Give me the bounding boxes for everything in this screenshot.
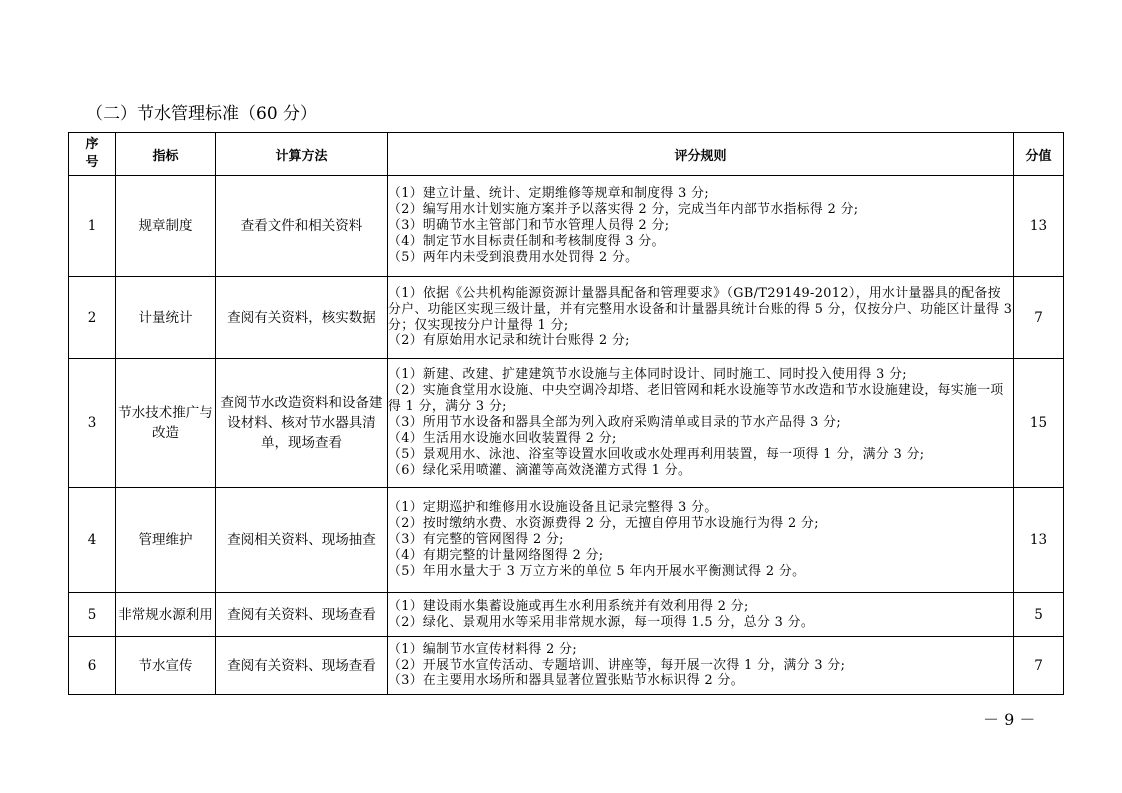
indicator-cell: 管理维护: [116, 488, 216, 593]
header-score: 分值: [1014, 133, 1064, 176]
rule-item: （1）定期巡护和维修用水设施设备且记录完整得 3 分。: [388, 500, 718, 516]
header-rules: 评分规则: [388, 133, 1014, 176]
rule-item: （1）新建、改建、扩建建筑节水设施与主体同时设计、同时施工、同时投入使用得 3 分;: [388, 367, 908, 383]
rules-cell: [388, 277, 1014, 359]
page-number: － 9 －: [983, 710, 1036, 729]
rules-cell: [388, 488, 1014, 593]
rules-cell: [388, 359, 1014, 488]
table-row: [69, 488, 1064, 593]
header-no: [69, 133, 116, 176]
rule-item: （3）有完整的管网图得 2 分;: [388, 532, 564, 548]
header-indicator: 指标: [116, 133, 216, 176]
table-row: [69, 637, 1064, 695]
indicator-cell: 节水宣传: [116, 637, 216, 695]
row-number: 6: [69, 637, 116, 695]
method-cell: 查阅有关资料、现场查看: [216, 593, 388, 637]
table-row: [69, 359, 1064, 488]
rule-item: （1）编制节水宣传材料得 2 分;: [388, 641, 578, 657]
rule-item: （6）绿化采用喷灌、滴灌等高效浇灌方式得 1 分。: [388, 462, 692, 478]
rule-item: （2）有原始用水记录和统计台账得 2 分;: [388, 333, 630, 349]
rule-item: （4）生活用水设施水回收装置得 2 分;: [388, 430, 617, 446]
table-header-row: [69, 133, 1064, 176]
rule-item: （1）建设雨水集蓄设施或再生水利用系统并有效利用得 2 分;: [388, 598, 749, 614]
row-number: 5: [69, 593, 116, 637]
indicator-cell: 节水技术推广与改造: [116, 359, 216, 488]
rules-cell: [388, 176, 1014, 277]
row-number: 1: [69, 176, 116, 277]
rules-cell: [388, 637, 1014, 695]
indicator-cell: 非常规水源利用: [116, 593, 216, 637]
rule-item: （5）两年内未受到浪费用水处罚得 2 分。: [388, 249, 639, 265]
method-cell: 查阅节水改造资料和设备建设材料、核对节水器具清单，现场查看: [216, 359, 388, 488]
row-number: 3: [69, 359, 116, 488]
rule-item: （2）绿化、景观用水等采用非常规水源，每一项得 1.5 分，总分 3 分。: [388, 614, 815, 630]
score-cell: 15: [1014, 359, 1064, 488]
row-number: 2: [69, 277, 116, 359]
row-number: 4: [69, 488, 116, 593]
method-cell: 查阅相关资料、现场抽查: [216, 488, 388, 593]
header-no-text: 序 号: [85, 137, 99, 170]
rule-item: （4）有期完整的计量网络图得 2 分;: [388, 547, 604, 563]
rule-item: （2）按时缴纳水费、水资源费得 2 分，无擅自停用节水设施行为得 2 分;: [388, 516, 819, 532]
score-cell: 13: [1014, 488, 1064, 593]
rule-item: （3）在主要用水场所和器具显著位置张贴节水标识得 2 分。: [388, 673, 744, 689]
score-cell: 7: [1014, 637, 1064, 695]
rule-item: （5）年用水量大于 3 万立方米的单位 5 年内开展水平衡测试得 2 分。: [388, 563, 806, 579]
indicator-cell: 计量统计: [116, 277, 216, 359]
method-cell: 查阅有关资料、现场查看: [216, 637, 388, 695]
table-row: [69, 176, 1064, 277]
rule-item: （2）编写用水计划实施方案并予以落实得 2 分，完成当年内部节水指标得 2 分;: [388, 202, 859, 218]
rule-item: （2）开展节水宣传活动、专题培训、讲座等，每开展一次得 1 分，满分 3 分;: [388, 657, 846, 673]
rule-item: （4）制定节水目标责任制和考核制度得 3 分。: [388, 233, 665, 249]
indicator-cell: 规章制度: [116, 176, 216, 277]
score-cell: 5: [1014, 593, 1064, 637]
table-row: [69, 277, 1064, 359]
rule-item: （3）明确节水主管部门和节水管理人员得 2 分;: [388, 218, 670, 234]
rule-item: （3）所用节水设备和器具全部为列入政府采购清单或目录的节水产品得 3 分;: [388, 415, 842, 431]
rules-cell: [388, 593, 1014, 637]
method-cell: 查看文件和相关资料: [216, 176, 388, 277]
score-cell: 13: [1014, 176, 1064, 277]
header-method: 计算方法: [216, 133, 388, 176]
score-cell: 7: [1014, 277, 1064, 359]
rule-item: （5）景观用水、泳池、浴室等设置水回收或水处理再利用装置，每一项得 1 分，满分 3 分;: [388, 446, 925, 462]
rule-item: （1）建立计量、统计、定期维修等规章和制度得 3 分;: [388, 186, 710, 202]
standards-table: [68, 132, 1064, 695]
table-row: [69, 593, 1064, 637]
section-title: （二）节水管理标准（60 分）: [86, 104, 318, 124]
method-cell: 查阅有关资料，核实数据: [216, 277, 388, 359]
rule-item: （2）实施食堂用水设施、中央空调冷却塔、老旧管网和耗水设施等节水改造和节水设施建设，每实施一项得 1 分，满分 3 分;: [388, 383, 1004, 415]
rule-item: （1）依据《公共机构能源资源计量器具配备和管理要求》（GB/T29149-2012），用水计量器具的配备按分户、功能区实现三级计量，并有完整用水设备和计量器具统计台账的得 5 分，仅按分户、功能区计量得 3 分；仅实现按分户计量得 1 分;: [388, 285, 1013, 333]
